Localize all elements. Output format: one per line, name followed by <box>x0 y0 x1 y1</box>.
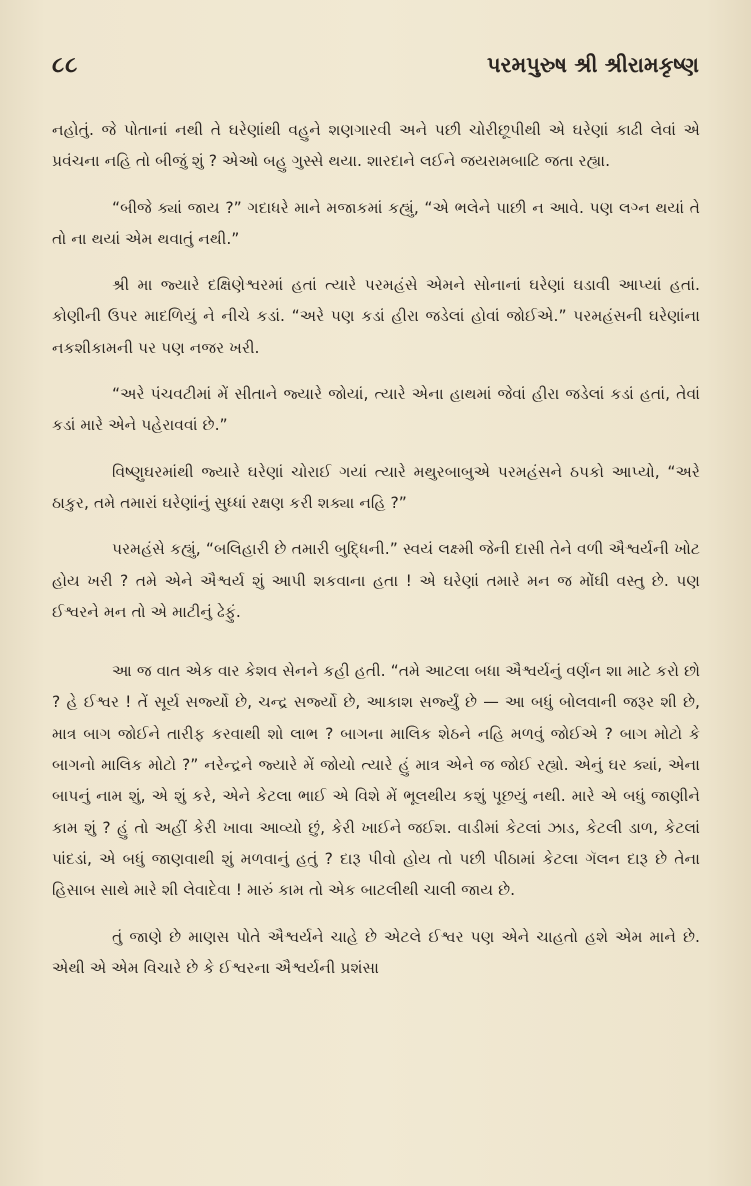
paragraph-2: “બીજે ક્યાં જાય ?” ગદાધરે માને મજાકમાં કહ્યું, “એ ભલેને પાછી ન આવે. પણ લગ્ન થયાં તે તો ના થયાં એમ થવાતું નથી.” <box>52 198 700 248</box>
paragraph-7: આ જ વાત એક વાર કેશવ સેનને કહી હતી. “તમે આટલા બધા ઐશ્વર્યનું વર્ણન શા માટે કરો છો ? હે ઈશ્વર ! તેં સૂર્ય સર્જ્યો છે, ચન્દ્ર સર્જ્યો છે, આકાશ સર્જ્યું છે — આ બધું બોલવાની જરૂર શી છે, માત્ર બાગ જોઈને તારીફ કરવાથી શો લાભ ? બાગના માલિક શેઠને નહિ મળવું જોઈએ ? બાગ મોટો કે બાગનો માલિક મોટો ?” નરેન્દ્રને જ્યારે મેં જોયો ત્યારે હું માત્ર એને જ જોઈ રહ્યો. એનું ઘર ક્યાં, એના બાપનું નામ શું, એ શું કરે, એને કેટલા ભાઈ એ વિશે મેં ભૂલથીય કશું પૂછયું નથી. મારે એ બધું જાણીને કામ શું ? હું તો અહીં કેરી ખાવા આવ્યો છું, કેરી ખાઈને જઈશ. વાડીમાં કેટલાં ઝાડ, કેટલી ડાળ, કેટલાં પાંદડાં, એ બધું જાણવાથી શું મળવાનું હતું ? દારૂ પીવો હોય તો પછી પીઠામાં કેટલા ગૅલન દારૂ છે તેના હિસાબ સાથે મારે શી લેવાદેવા ! મારું કામ તો એક બાટલીથી ચાલી જાય છે. <box>52 662 700 900</box>
paragraph-3: શ્રી મા જ્યારે દક્ષિણેશ્વરમાં હતાં ત્યારે પરમહંસે એમને સોનાનાં ઘરેણાં ઘડાવી આપ્યાં હતાં. કોણીની ઉપર માદળિયું ને નીચે કડાં. “અરે પણ કડાં હીરા જડેલાં હોવાં જોઈએ.” પરમહંસની ઘરેણાંના નકશીકામની પર પણ નજર ખરી. <box>52 276 700 357</box>
paragraph-6: પરમહંસે કહ્યું, “બલિહારી છે તમારી બુદ્ધિની.” સ્વયં લક્ષ્મી જેની દાસી તેને વળી ઐશ્વર્યની ખોટ હોય ખરી ? તમે એને ઐશ્વર્ય શું આપી શકવાના હતા ! એ ઘરેણાં તમારે મન જ મોંઘી વસ્તુ છે. પણ ઈશ્વરને મન તો એ માટીનું ઢેફું. <box>52 540 700 621</box>
paragraph-4: “અરે પંચવટીમાં મેં સીતાને જ્યારે જોયાં, ત્યારે એના હાથમાં જેવાં હીરા જડેલાં કડાં હતાં, તેવાં કડાં મારે એને પહેરાવવાં છે.” <box>52 385 700 435</box>
page-number: ૮૮ <box>52 53 79 78</box>
body-text <box>52 115 700 984</box>
paragraph-8: તું જાણે છે માણસ પોતે ઐશ્વર્યને ચાહે છે એટલે ઈશ્વર પણ એને ચાહતો હશે એમ માને છે. એથી એ એમ વિચારે છે કે ઈશ્વરના ઐશ્વર્યની પ્રશંસા <box>52 927 700 977</box>
running-head-title: પરમપુરુષ શ્રી શ્રીરામકૃષ્ણ <box>486 53 699 77</box>
paragraph-5: વિષ્ણુઘરમાંથી જ્યારે ઘરેણાં ચોરાઈ ગયાં ત્યારે મથુરબાબુએ પરમહંસને ઠપકો આપ્યો, “અરે ઠાકુર, તમે તમારાં ઘરેણાંનું સુધ્ધાં રક્ષણ કરી શક્યા નહિ ?” <box>52 462 700 512</box>
paragraph-1: નહોતું. જે પોતાનાં નથી તે ઘરેણાંથી વહુને શણગારવી અને પછી ચોરીછૂપીથી એ ઘરેણાં કાઢી લેવાં એ પ્રવંચના નહિ તો બીજું શું ? એઓ બહુ ગુસ્સે થયા. શારદાને લઈને જયરામબાટિ જતા રહ્યા. <box>52 121 700 171</box>
